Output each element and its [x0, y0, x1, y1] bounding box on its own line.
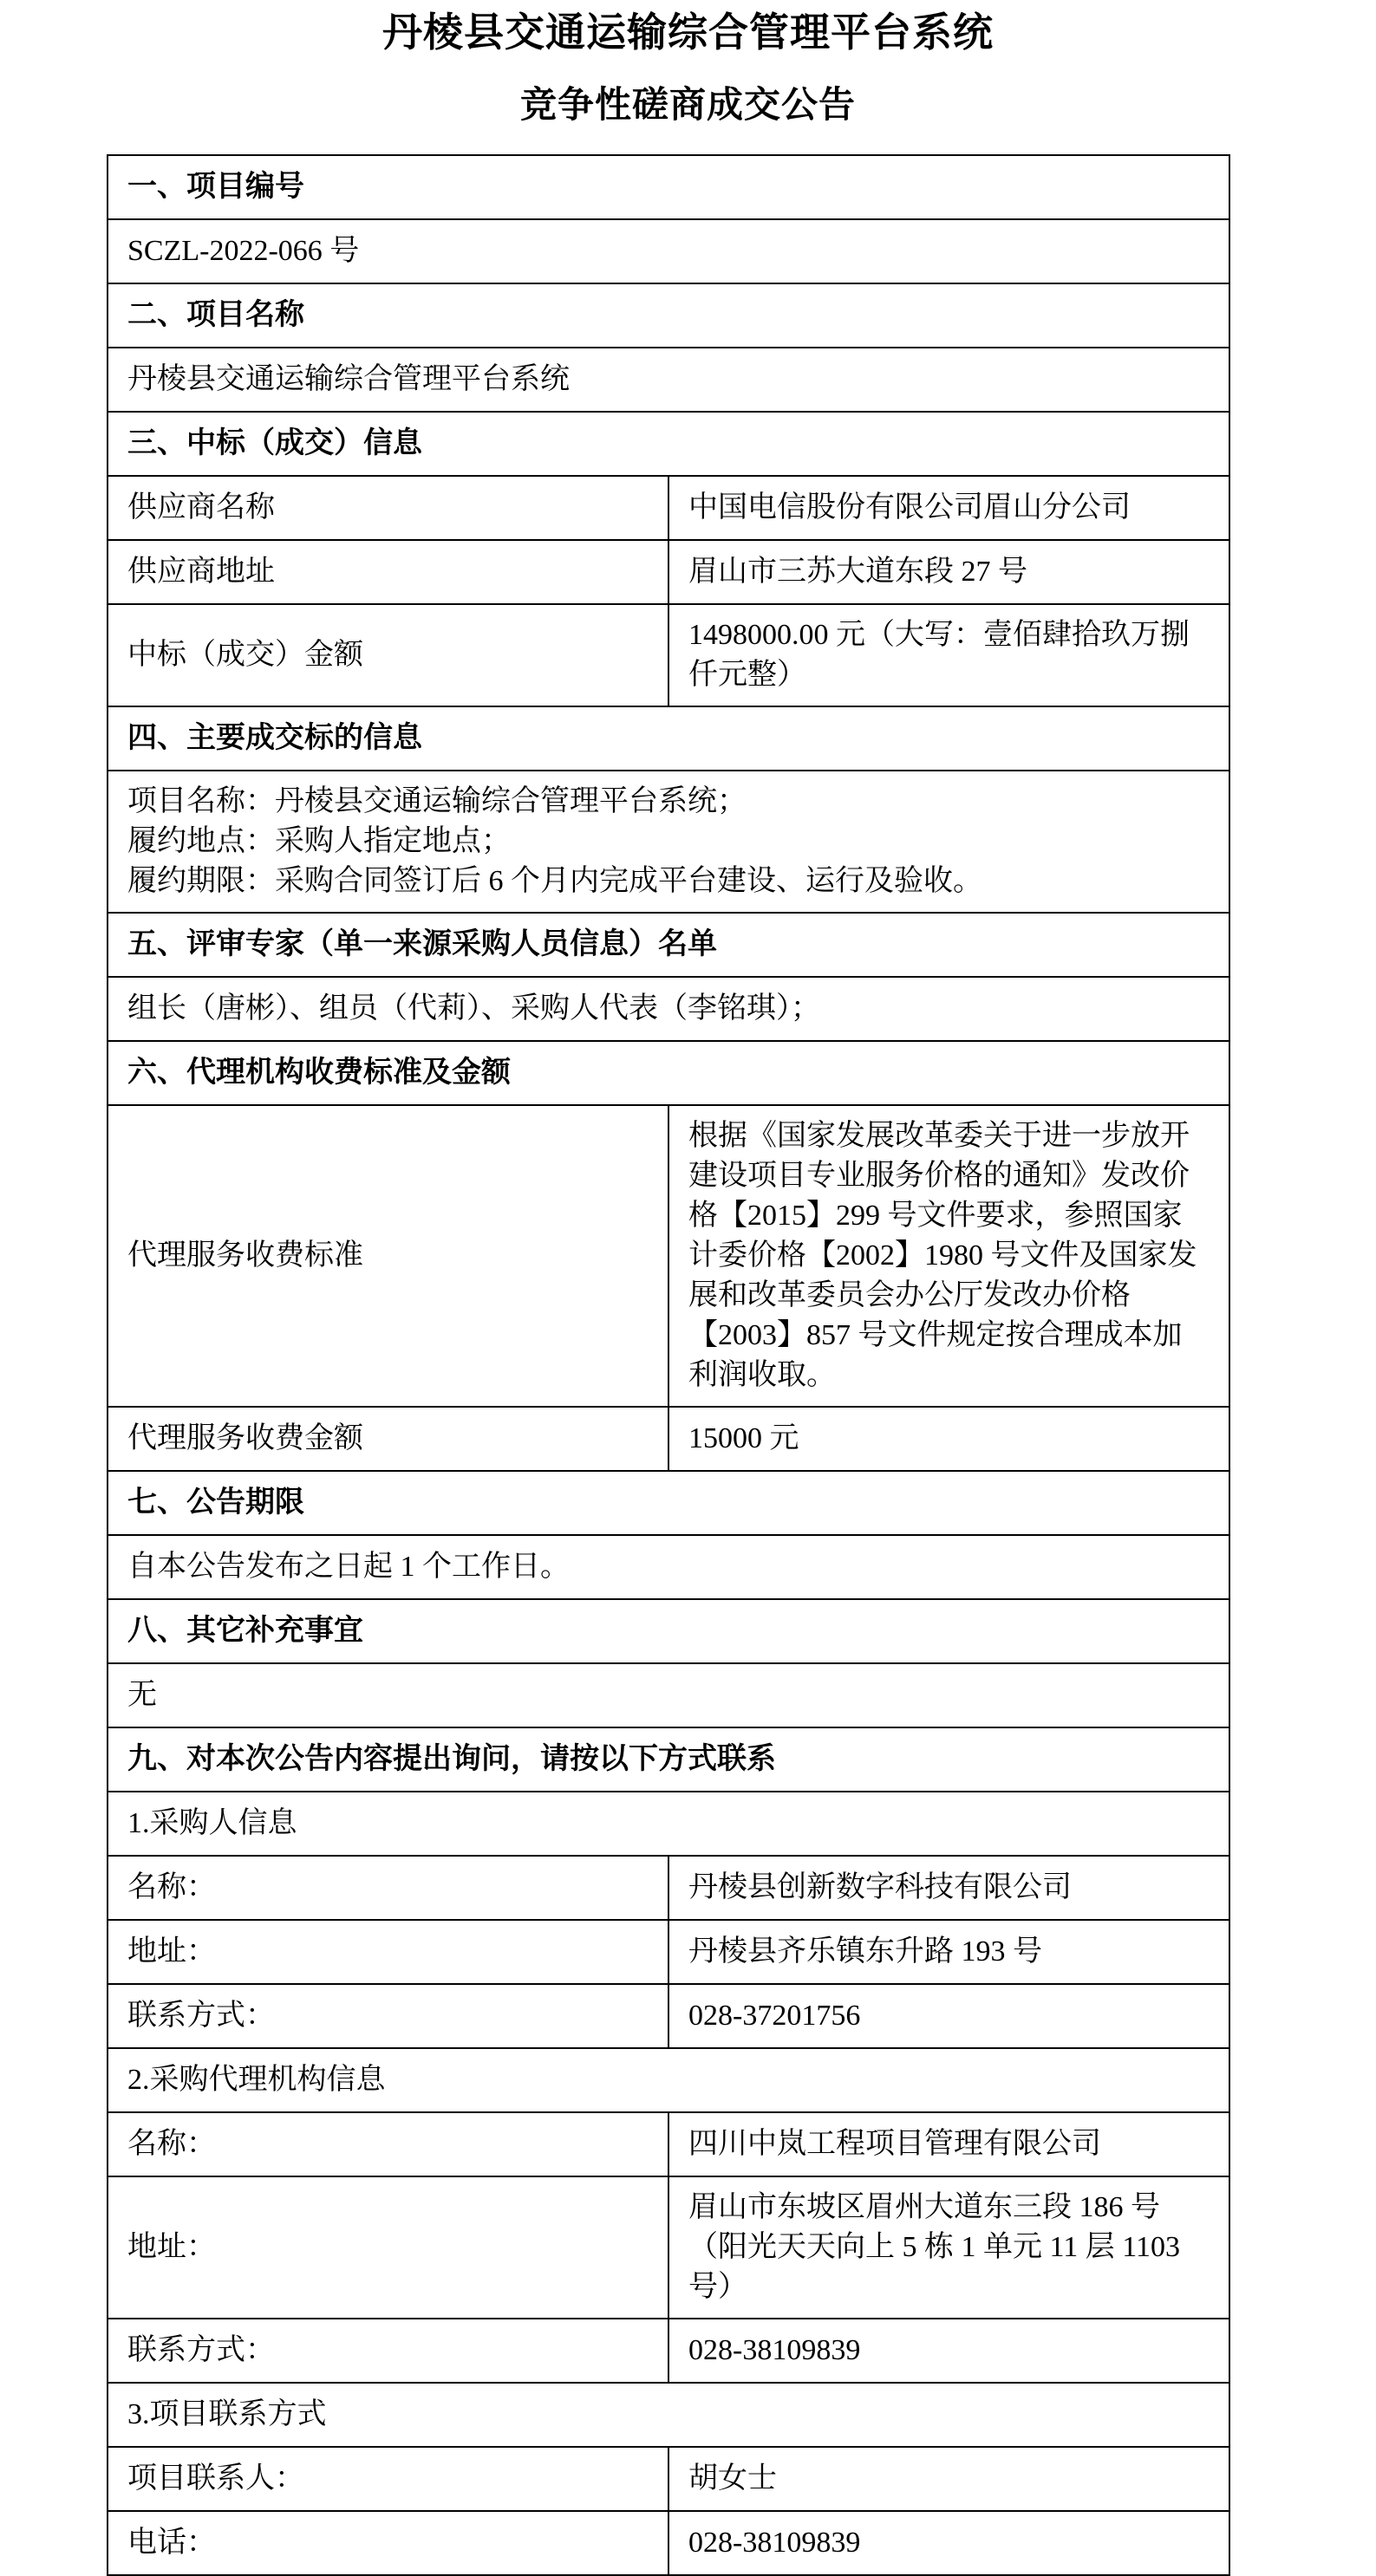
row-text-cell: 2.采购代理机构信息 [108, 2048, 1229, 2112]
row-value-cell: 028-37201756 [668, 1984, 1229, 2048]
section-header-row [108, 1599, 1229, 1663]
row-label-cell: 名称： [108, 1856, 668, 1920]
table-row [108, 1920, 1229, 1984]
section-header-cell: 五、评审专家（单一来源采购人员信息）名单 [108, 913, 1229, 977]
row-value-cell: 中国电信股份有限公司眉山分公司 [668, 476, 1229, 540]
row-value-cell: 15000 元 [668, 1407, 1229, 1471]
row-value-cell: 丹棱县齐乐镇东升路 193 号 [668, 1920, 1229, 1984]
table-row [108, 771, 1229, 913]
announcement-table-body [108, 155, 1229, 2575]
row-label-cell: 联系方式： [108, 1984, 668, 2048]
row-value-cell: 眉山市东坡区眉州大道东三段 186 号（阳光天天向上 5 栋 1 单元 11 层 1103 号） [668, 2176, 1229, 2319]
section-header-cell: 二、项目名称 [108, 283, 1229, 348]
row-label-cell: 供应商名称 [108, 476, 668, 540]
row-label-cell: 联系方式： [108, 2319, 668, 2383]
table-row [108, 348, 1229, 412]
section-header-row [108, 1041, 1229, 1105]
page-subtitle: 竞争性磋商成交公告 [519, 86, 856, 127]
row-value-cell: 1498000.00 元（大写：壹佰肆拾玖万捌仟元整） [668, 604, 1229, 706]
section-header-cell: 四、主要成交标的信息 [108, 706, 1229, 771]
table-row [108, 2319, 1229, 2383]
table-row [108, 1984, 1229, 2048]
section-header-row [108, 155, 1229, 219]
table-row [108, 1535, 1229, 1599]
row-label-cell: 供应商地址 [108, 540, 668, 604]
section-header-cell: 六、代理机构收费标准及金额 [108, 1041, 1229, 1105]
table-row [108, 1792, 1229, 1856]
section-header-row [108, 1727, 1229, 1792]
cell-text-line: 履约期限：采购合同签订后 6 个月内完成平台建设、运行及验收。 [127, 864, 982, 897]
row-value-cell: 根据《国家发展改革委关于进一步放开建设项目专业服务价格的通知》发改价格【2015】299 号文件要求，参照国家计委价格【2002】1980 号文件及国家发展和改革委员会办公厅发改办价格【2003】857 号文件规定按合理成本加利润收取。 [668, 1105, 1229, 1407]
row-label-cell: 项目联系人： [108, 2447, 668, 2511]
table-row [108, 1856, 1229, 1920]
section-header-cell: 九、对本次公告内容提出询问，请按以下方式联系 [108, 1727, 1229, 1792]
row-value-cell: 四川中岚工程项目管理有限公司 [668, 2112, 1229, 2176]
row-label-cell: 代理服务收费标准 [108, 1105, 668, 1407]
row-text-cell: 自本公告发布之日起 1 个工作日。 [108, 1535, 1229, 1599]
table-row [108, 977, 1229, 1041]
section-header-cell: 八、其它补充事宜 [108, 1599, 1229, 1663]
row-value-cell: 028-38109839 [668, 2319, 1229, 2383]
row-text-cell: 丹棱县交通运输综合管理平台系统 [108, 348, 1229, 412]
table-row [108, 540, 1229, 604]
row-value-cell: 胡女士 [668, 2447, 1229, 2511]
section-header-row [108, 412, 1229, 476]
section-header-row [108, 913, 1229, 977]
table-row [108, 2048, 1229, 2112]
table-row [108, 2511, 1229, 2575]
row-label-cell: 代理服务收费金额 [108, 1407, 668, 1471]
row-text-cell: SCZL-2022-066 号 [108, 219, 1229, 283]
section-header-row [108, 1471, 1229, 1535]
table-row [108, 604, 1229, 706]
section-header-cell: 七、公告期限 [108, 1471, 1229, 1535]
row-label-cell: 名称： [108, 2112, 668, 2176]
section-header-row [108, 706, 1229, 771]
row-label-cell: 中标（成交）金额 [108, 604, 668, 706]
table-row [108, 2112, 1229, 2176]
table-row [108, 1663, 1229, 1727]
table-row [108, 2176, 1229, 2319]
page-title: 丹棱县交通运输综合管理平台系统 [382, 10, 994, 55]
row-value-cell: 丹棱县创新数字科技有限公司 [668, 1856, 1229, 1920]
cell-text-line: 履约地点：采购人指定地点； [127, 824, 511, 857]
row-label-cell: 电话： [108, 2511, 668, 2575]
row-text-cell: 组长（唐彬）、组员（代莉）、采购人代表（李铭琪）； [108, 977, 1229, 1041]
announcement-table [107, 154, 1230, 2576]
table-row [108, 1407, 1229, 1471]
section-header-cell: 三、中标（成交）信息 [108, 412, 1229, 476]
document-header [0, 0, 1376, 128]
row-text-cell: 无 [108, 1663, 1229, 1727]
row-value-cell: 028-38109839 [668, 2511, 1229, 2575]
row-text-cell: 3.项目联系方式 [108, 2383, 1229, 2447]
table-row [108, 219, 1229, 283]
row-label-cell: 地址： [108, 2176, 668, 2319]
table-row [108, 1105, 1229, 1407]
section-header-cell: 一、项目编号 [108, 155, 1229, 219]
table-row [108, 476, 1229, 540]
cell-text-line: 项目名称：丹棱县交通运输综合管理平台系统； [127, 784, 747, 817]
section-header-row [108, 283, 1229, 348]
row-text-cell [108, 771, 1229, 913]
table-row [108, 2447, 1229, 2511]
row-value-cell: 眉山市三苏大道东段 27 号 [668, 540, 1229, 604]
row-label-cell: 地址： [108, 1920, 668, 1984]
row-text-cell: 1.采购人信息 [108, 1792, 1229, 1856]
table-row [108, 2383, 1229, 2447]
